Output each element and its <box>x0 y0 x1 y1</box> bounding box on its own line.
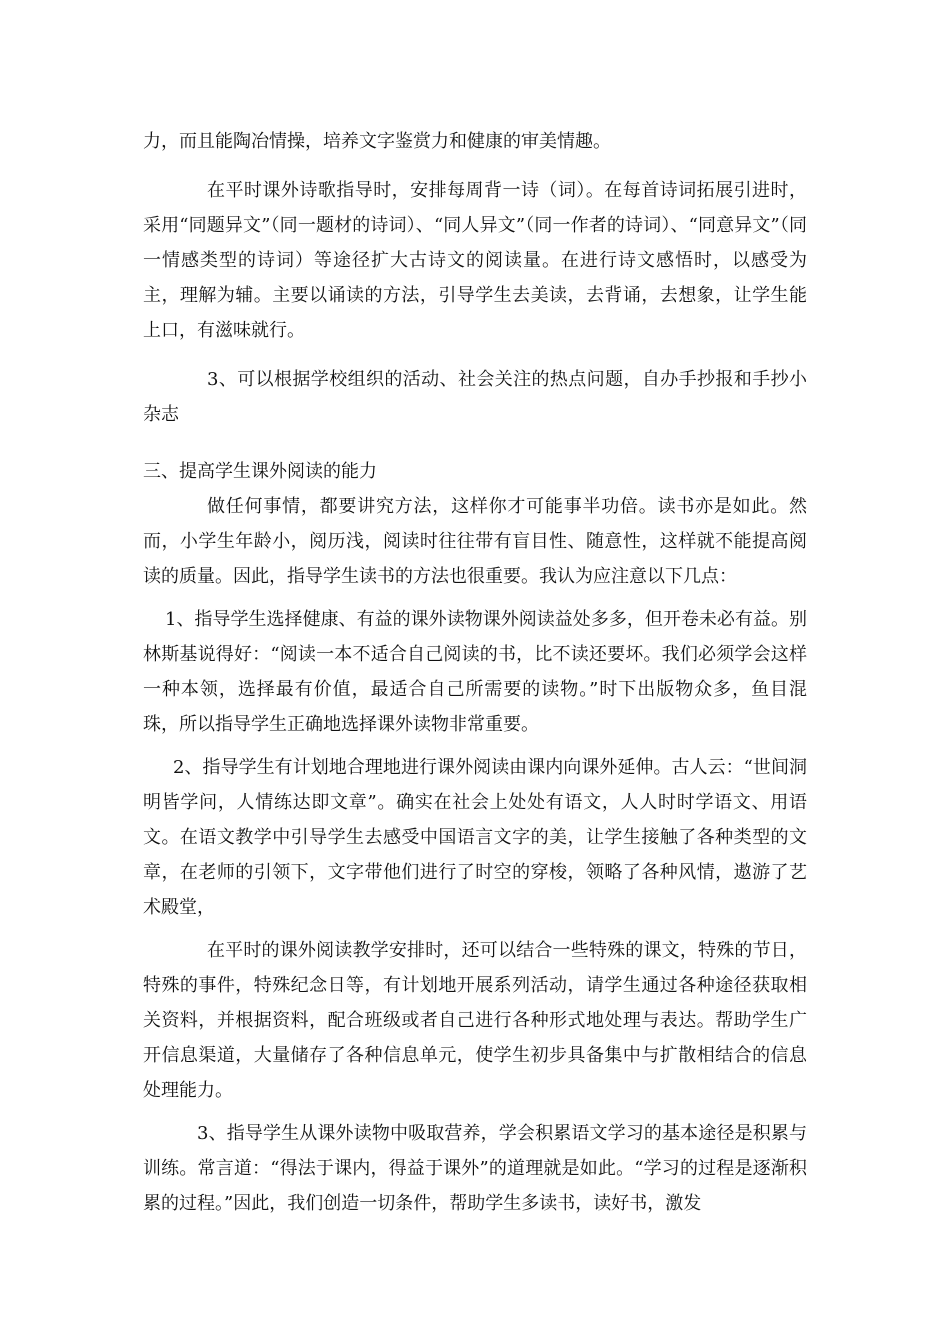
section-heading: 三、提高学生课外阅读的能力 <box>143 461 377 482</box>
paragraph-reading-methods: 做任何事情，都要讲究方法，这样你才可能事半功倍。读书亦是如此。然而，小学生年龄小，阅历浅，阅读时往往带有盲目性、随意性，这样就不能提高阅读的质量。因此，指导学生读书的方法也很重要。我认为应注意以下几点： <box>143 496 807 587</box>
paragraph-special-activities: 在平时的课外阅读教学安排时，还可以结合一些特殊的课文，特殊的节日，特殊的事件，特殊纪念日等，有计划地开展系列活动，请学生通过各种途径获取相关资料，并根据资料，配合班级或者自己进行各种形式地处理与表达。帮助学生广开信息渠道，大量储存了各种信息单元，使学生初步具备集中与扩散相结合的信息处理能力。 <box>143 940 807 1101</box>
paragraph-poetry-guidance: 在平时课外诗歌指导时，安排每周背一诗（词）。在每首诗词拓展引进时，采用“同题异文”（同一题材的诗词）、“同人异文”（同一作者的诗词）、“同意异文”（同一情感类型的诗词）等途径扩大古诗文的阅读量。在进行诗文感悟时，以感受为主，理解为辅。主要以诵读的方法，引导学生去美读，去背诵，去想象，让学生能上口，有滋味就行。 <box>143 180 807 341</box>
paragraph-continuation: 力，而且能陶冶情操，培养文字鉴赏力和健康的审美情趣。 <box>143 131 611 152</box>
list-item-3: 3、指导学生从课外读物中吸取营养，学会积累语文学习的基本途径是积累与训练。常言道：“得法于课内，得益于课外”的道理就是如此。“学习的过程是逐渐积累的过程。”因此，我们创造一切条件，帮助学生多读书，读好书，激发 <box>143 1123 807 1214</box>
document-body <box>143 124 807 1221</box>
list-item-2: 2、指导学生有计划地合理地进行课外阅读由课内向课外延伸。古人云：“世间洞明皆学问，人情练达即文章”。确实在社会上处处有语文，人人时时学语文、用语文。在语文教学中引导学生去感受中国语言文字的美，让学生接触了各种类型的文章，在老师的引领下，文字带他们进行了时空的穿梭，领略了各种风情，遨游了艺术殿堂， <box>143 757 807 918</box>
paragraph-handwritten-newspaper: 3、可以根据学校组织的活动、社会关注的热点问题，自办手抄报和手抄小杂志 <box>143 369 807 425</box>
list-item-1: 1、指导学生选择健康、有益的课外读物课外阅读益处多多，但开卷未必有益。别林斯基说得好：“阅读一本不适合自己阅读的书，比不读还要坏。我们必须学会这样一种本领，选择最有价值，最适合自己所需要的读物。”时下出版物众多，鱼目混珠，所以指导学生正确地选择课外读物非常重要。 <box>143 609 807 735</box>
